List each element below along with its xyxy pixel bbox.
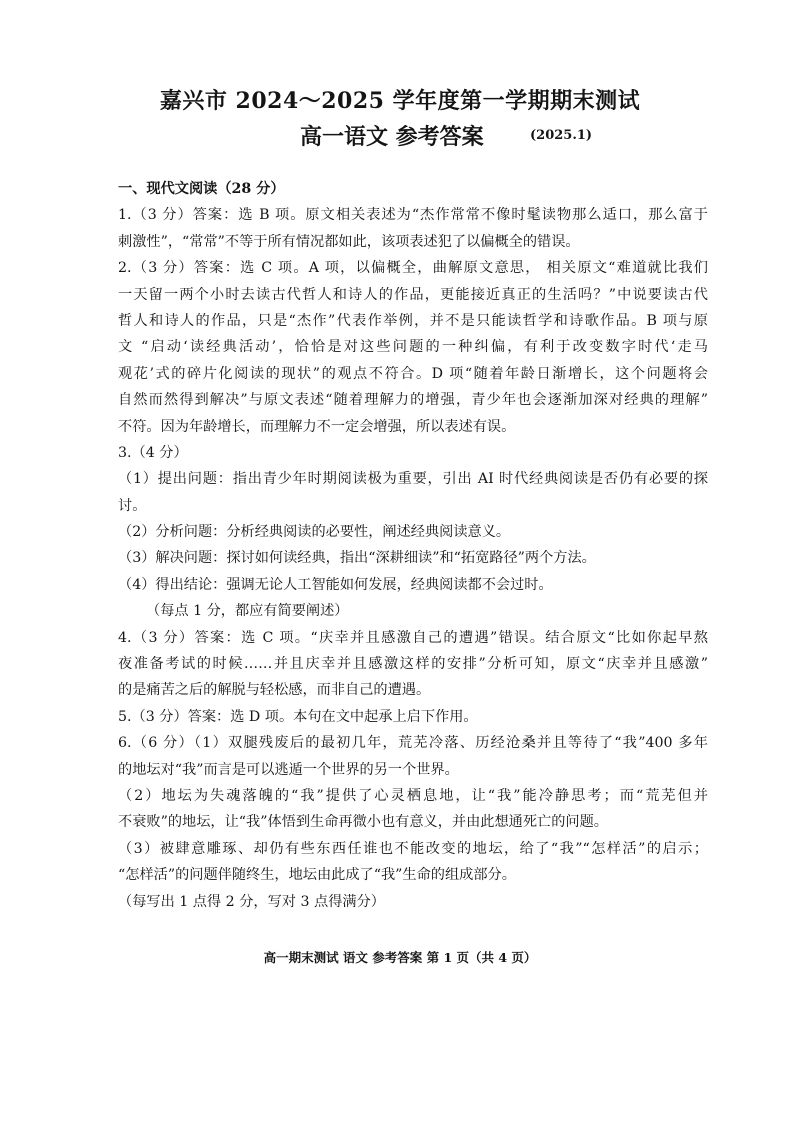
text-line: 5.（3 分）答案：选 D 项。本句在文中起承上启下作用。 xyxy=(118,708,478,725)
answer-content xyxy=(118,176,708,915)
text-line: 文 “启动‘读经典活动’，恰恰是对这些问题的一种纠偏，有利于改变数字时代‘走马 xyxy=(118,339,708,356)
text-line: （3）被肆意雕琢、却仍有些东西任谁也不能改变的地坛，给了“我”“怎样活”的启示； xyxy=(118,840,708,857)
text-line: “怎样活”的问题伴随终生，地坛由此成了“我”生命的组成部分。 xyxy=(118,867,516,884)
text-line: （每点 1 分，都应有简要阐述） xyxy=(146,603,349,620)
text-line: 观花’式的碎片化阅读的现状”的观点不符合。D 项“随着年龄日渐增长，这个问题将会 xyxy=(118,365,708,382)
text-line: （3）解决问题：探讨如何读经典，指出“深耕细读”和“拓宽路径”两个方法。 xyxy=(118,550,596,567)
text-line: 不衰败”的地坛，让“我”体悟到生命再微小也有意义，并由此想通死亡的问题。 xyxy=(118,814,608,831)
text-line: 4.（3 分）答案：选 C 项。“庆幸并且感激自己的遭遇”错误。结合原文“比如你起早熬 xyxy=(118,629,708,646)
text-line: 哲人和诗人的作品，只是“杰作”代表作举例，并不是只能读哲学和诗歌作品。B 项与原 xyxy=(118,312,708,329)
text-line: （2）分析问题：分析经典阅读的必要性，阐述经典阅读意义。 xyxy=(118,524,511,541)
page-title: 嘉兴市 2024～2025 学年度第一学期期末测试 xyxy=(159,88,641,114)
page-footer: 高一期末测试 语文 参考答案 第 1 页（共 4 页） xyxy=(263,950,537,965)
page-subtitle: 高一语文 参考答案 xyxy=(300,124,484,150)
text-line: 的地坛对“我”而言是可以逃遁一个世界的另一个世界。 xyxy=(118,761,459,778)
text-line: 的是痛苦之后的解脱与轻松感，而非自己的遭遇。 xyxy=(118,682,431,699)
text-line: 自然而然得到解决”与原文表述“随着理解力的增强，青少年也会逐渐加深对经典的理解” xyxy=(118,392,708,409)
text-line: 3.（4 分） xyxy=(118,444,188,461)
text-line: （1）提出问题：指出青少年时期阅读极为重要，引出 AI 时代经典阅读是否仍有必要的探 xyxy=(118,471,708,488)
text-line: 夜准备考试的时候……并且庆幸并且感激这样的安排”分析可知，原文“庆幸并且感激” xyxy=(118,656,708,673)
exam-date: (2025.1) xyxy=(530,128,593,143)
text-line: （2）地坛为失魂落魄的“我”提供了心灵栖息地，让“我”能冷静思考；而“荒芜但并 xyxy=(118,787,708,804)
text-line: 6.（6 分）（1）双腿残废后的最初几年，荒芜冷落、历经沧桑并且等待了“我”400 多年 xyxy=(118,735,708,752)
text-line: 1.（3 分）答案：选 B 项。原文相关表述为“杰作常常不像时髦读物那么适口，那么富于 xyxy=(118,207,708,224)
text-line: 刺激性”，“常常”不等于所有情况都如此，该项表述犯了以偏概全的错误。 xyxy=(118,233,580,250)
text-line: 不符。因为年龄增长，而理解力不一定会增强，所以表述有误。 xyxy=(118,418,516,435)
text-line: 2.（3 分）答案：选 C 项。A 项，以偏概全，曲解原文意思， 相关原文“难道就比我们 xyxy=(118,260,708,277)
text-line: 讨。 xyxy=(118,497,147,514)
section-heading: 一、现代文阅读（28 分） xyxy=(118,181,285,197)
text-line: 一天留一两个小时去读古代哲人和诗人的作品，更能接近真正的生活吗？”中说要读古代 xyxy=(118,286,708,303)
text-line: （每写出 1 点得 2 分，写对 3 点得满分） xyxy=(118,893,385,910)
text-line: （4）得出结论：强调无论人工智能如何发展，经典阅读都不会过时。 xyxy=(118,576,553,593)
